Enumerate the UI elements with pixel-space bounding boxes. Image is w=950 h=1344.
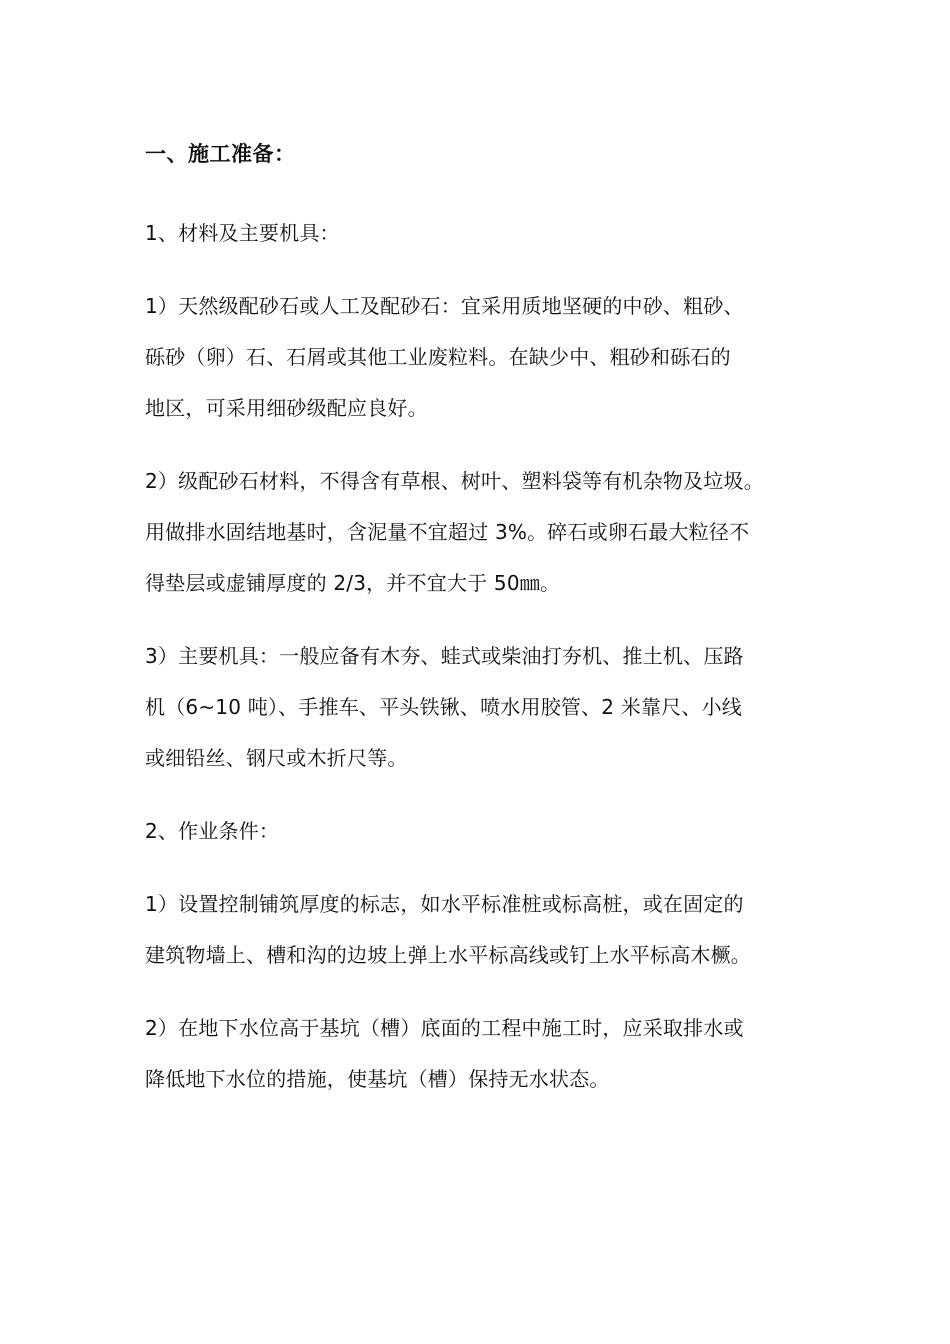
section-heading: 一、施工准备： — [145, 142, 296, 166]
text-line: 2）在地下水位高于基坑（槽）底面的工程中施工时，应采取排水或 — [145, 1016, 744, 1040]
text-line: 2、作业条件： — [145, 819, 280, 843]
paragraph-thickness-markers — [145, 879, 825, 981]
paragraph-groundwater — [145, 1003, 825, 1105]
text-line: 2）级配砂石材料，不得含有草根、树叶、塑料袋等有机杂物及垃圾。 — [145, 469, 764, 493]
text-line: 地区，可采用细砂级配应良好。 — [145, 396, 428, 420]
text-line: 得垫层或虚铺厚度的 2/3，并不宜大于 50㎜。 — [145, 571, 561, 595]
subsection-working-conditions-title — [145, 806, 825, 857]
text-line: 用做排水固结地基时，含泥量不宜超过 3%。碎石或卵石最大粒径不 — [145, 520, 750, 544]
text-line: 或细铅丝、钢尺或木折尺等。 — [145, 746, 408, 770]
paragraph-sand-gravel — [145, 281, 825, 434]
text-line: 建筑物墙上、槽和沟的边坡上弹上水平标高线或钉上水平标高木橛。 — [145, 943, 751, 967]
text-line: 3）主要机具：一般应备有木夯、蛙式或柴油打夯机、推土机、压路 — [145, 644, 744, 668]
text-line: 1、材料及主要机具： — [145, 221, 340, 245]
document-body — [145, 138, 825, 1127]
text-line: 砾砂（卵）石、石屑或其他工业废粒料。在缺少中、粗砂和砾石的 — [145, 345, 731, 369]
text-line: 降低地下水位的措施，使基坑（槽）保持无水状态。 — [145, 1067, 610, 1091]
paragraph-main-tools — [145, 631, 825, 784]
text-line: 1）天然级配砂石或人工及配砂石：宜采用质地坚硬的中砂、粗砂、 — [145, 294, 744, 318]
paragraph-material-requirements — [145, 456, 825, 609]
text-line: 机（6~10 吨）、手推车、平头铁锹、喷水用胶管、2 米靠尺、小线 — [145, 695, 742, 719]
subsection-materials-title — [145, 208, 825, 259]
text-line: 1）设置控制铺筑厚度的标志，如水平标准桩或标高桩，或在固定的 — [145, 892, 744, 916]
